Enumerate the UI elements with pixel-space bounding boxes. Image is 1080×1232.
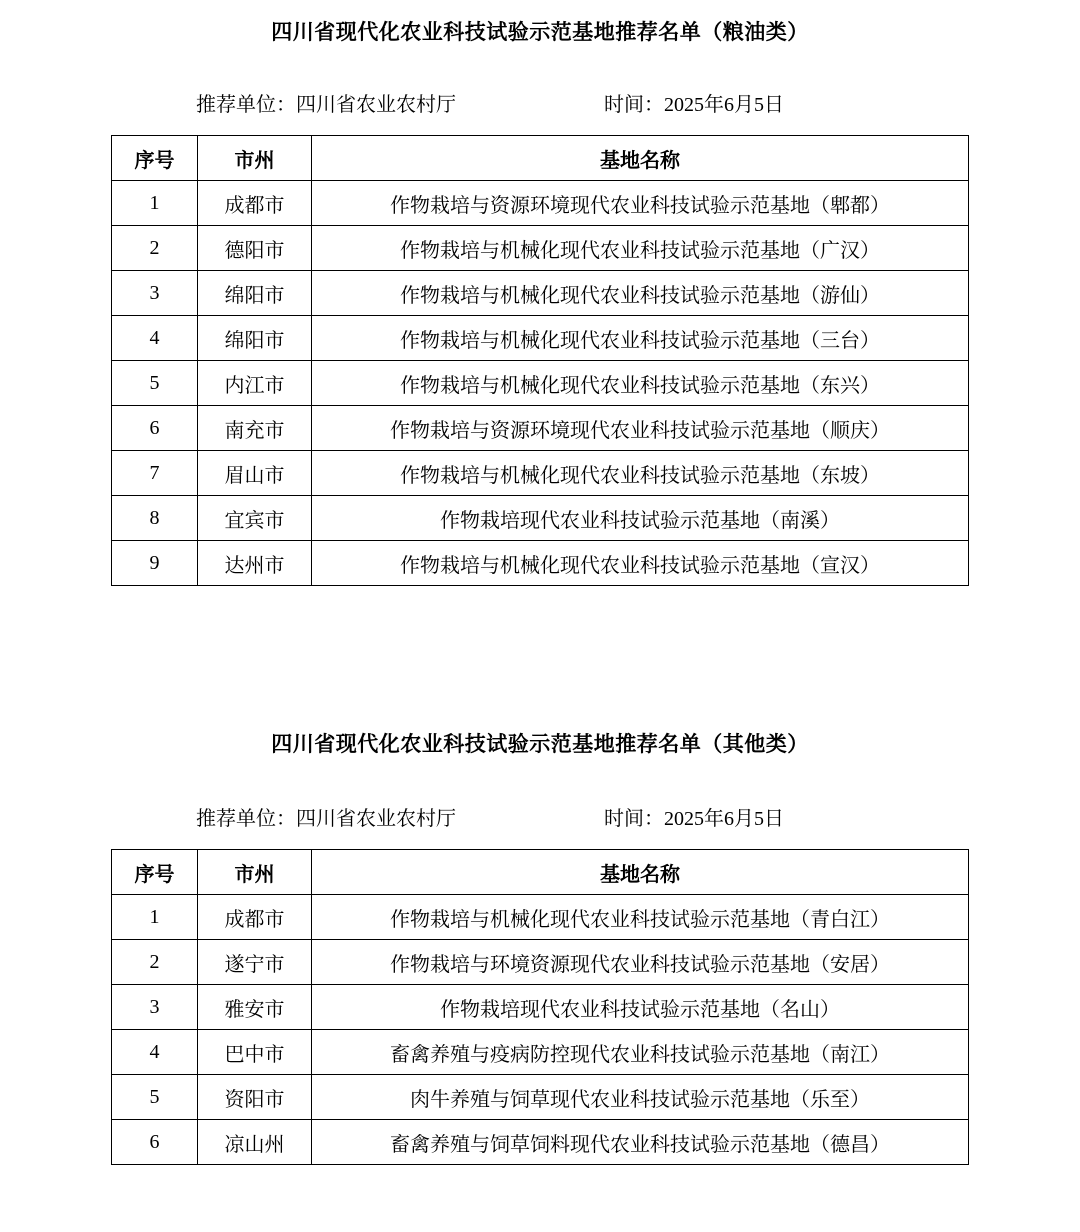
table-row xyxy=(112,940,969,985)
table-header-row xyxy=(112,136,969,181)
table-row xyxy=(112,406,969,451)
cell-base-name: 作物栽培与机械化现代农业科技试验示范基地（东坡） xyxy=(312,451,969,496)
cell-city: 达州市 xyxy=(198,541,312,586)
table-row xyxy=(112,361,969,406)
cell-base-name: 作物栽培与机械化现代农业科技试验示范基地（青白江） xyxy=(312,895,969,940)
cell-base-name: 作物栽培与机械化现代农业科技试验示范基地（游仙） xyxy=(312,271,969,316)
cell-city: 遂宁市 xyxy=(198,940,312,985)
table-row xyxy=(112,496,969,541)
section-other xyxy=(0,728,1080,1165)
cell-city: 成都市 xyxy=(198,895,312,940)
section-spacer xyxy=(0,586,1080,728)
meta-row-grain-oil xyxy=(0,88,1080,117)
cell-base-name: 作物栽培与机械化现代农业科技试验示范基地（广汉） xyxy=(312,226,969,271)
page-title-other: 四川省现代化农业科技试验示范基地推荐名单（其他类） xyxy=(271,732,809,756)
meta-row-other xyxy=(0,802,1080,831)
column-header-index: 序号 xyxy=(112,136,198,181)
cell-base-name: 作物栽培与资源环境现代农业科技试验示范基地（郫都） xyxy=(312,181,969,226)
table-row xyxy=(112,451,969,496)
table-row xyxy=(112,1120,969,1165)
column-header-base-name: 基地名称 xyxy=(312,136,969,181)
cell-base-name: 作物栽培与资源环境现代农业科技试验示范基地（顺庆） xyxy=(312,406,969,451)
table-row xyxy=(112,541,969,586)
cell-index: 3 xyxy=(112,271,198,316)
cell-index: 8 xyxy=(112,496,198,541)
cell-index: 9 xyxy=(112,541,198,586)
cell-index: 6 xyxy=(112,1120,198,1165)
cell-city: 雅安市 xyxy=(198,985,312,1030)
cell-index: 1 xyxy=(112,895,198,940)
cell-city: 巴中市 xyxy=(198,1030,312,1075)
table-row xyxy=(112,316,969,361)
cell-city: 成都市 xyxy=(198,181,312,226)
table-row xyxy=(112,181,969,226)
cell-city: 眉山市 xyxy=(198,451,312,496)
cell-index: 6 xyxy=(112,406,198,451)
column-header-index: 序号 xyxy=(112,850,198,895)
cell-base-name: 作物栽培现代农业科技试验示范基地（南溪） xyxy=(312,496,969,541)
cell-base-name: 肉牛养殖与饲草现代农业科技试验示范基地（乐至） xyxy=(312,1075,969,1120)
table-row xyxy=(112,985,969,1030)
cell-city: 绵阳市 xyxy=(198,316,312,361)
column-header-city: 市州 xyxy=(198,850,312,895)
cell-index: 3 xyxy=(112,985,198,1030)
table-row xyxy=(112,226,969,271)
cell-city: 德阳市 xyxy=(198,226,312,271)
cell-index: 5 xyxy=(112,361,198,406)
table-header-row xyxy=(112,850,969,895)
cell-base-name: 作物栽培与机械化现代农业科技试验示范基地（三台） xyxy=(312,316,969,361)
cell-city: 凉山州 xyxy=(198,1120,312,1165)
cell-base-name: 作物栽培现代农业科技试验示范基地（名山） xyxy=(312,985,969,1030)
date-other: 时间：2025年6月5日 xyxy=(604,808,784,830)
cell-index: 1 xyxy=(112,181,198,226)
cell-city: 宜宾市 xyxy=(198,496,312,541)
cell-base-name: 畜禽养殖与饲草饲料现代农业科技试验示范基地（德昌） xyxy=(312,1120,969,1165)
recommending-unit-grain-oil: 推荐单位：四川省农业农村厅 xyxy=(196,94,456,116)
cell-city: 南充市 xyxy=(198,406,312,451)
cell-index: 5 xyxy=(112,1075,198,1120)
cell-index: 2 xyxy=(112,226,198,271)
cell-base-name: 作物栽培与机械化现代农业科技试验示范基地（宣汉） xyxy=(312,541,969,586)
cell-city: 绵阳市 xyxy=(198,271,312,316)
recommending-unit-other: 推荐单位：四川省农业农村厅 xyxy=(196,808,456,830)
column-header-base-name: 基地名称 xyxy=(312,850,969,895)
cell-index: 4 xyxy=(112,1030,198,1075)
table-row xyxy=(112,1075,969,1120)
cell-index: 7 xyxy=(112,451,198,496)
page-title-grain-oil: 四川省现代化农业科技试验示范基地推荐名单（粮油类） xyxy=(271,20,809,44)
date-grain-oil: 时间：2025年6月5日 xyxy=(604,94,784,116)
section-grain-oil xyxy=(0,0,1080,586)
table-row xyxy=(112,1030,969,1075)
cell-city: 内江市 xyxy=(198,361,312,406)
cell-index: 2 xyxy=(112,940,198,985)
cell-base-name: 畜禽养殖与疫病防控现代农业科技试验示范基地（南江） xyxy=(312,1030,969,1075)
table-row xyxy=(112,895,969,940)
table-grain-oil xyxy=(111,135,969,586)
cell-city: 资阳市 xyxy=(198,1075,312,1120)
cell-base-name: 作物栽培与环境资源现代农业科技试验示范基地（安居） xyxy=(312,940,969,985)
cell-index: 4 xyxy=(112,316,198,361)
table-other xyxy=(111,849,969,1165)
column-header-city: 市州 xyxy=(198,136,312,181)
table-row xyxy=(112,271,969,316)
cell-base-name: 作物栽培与机械化现代农业科技试验示范基地（东兴） xyxy=(312,361,969,406)
